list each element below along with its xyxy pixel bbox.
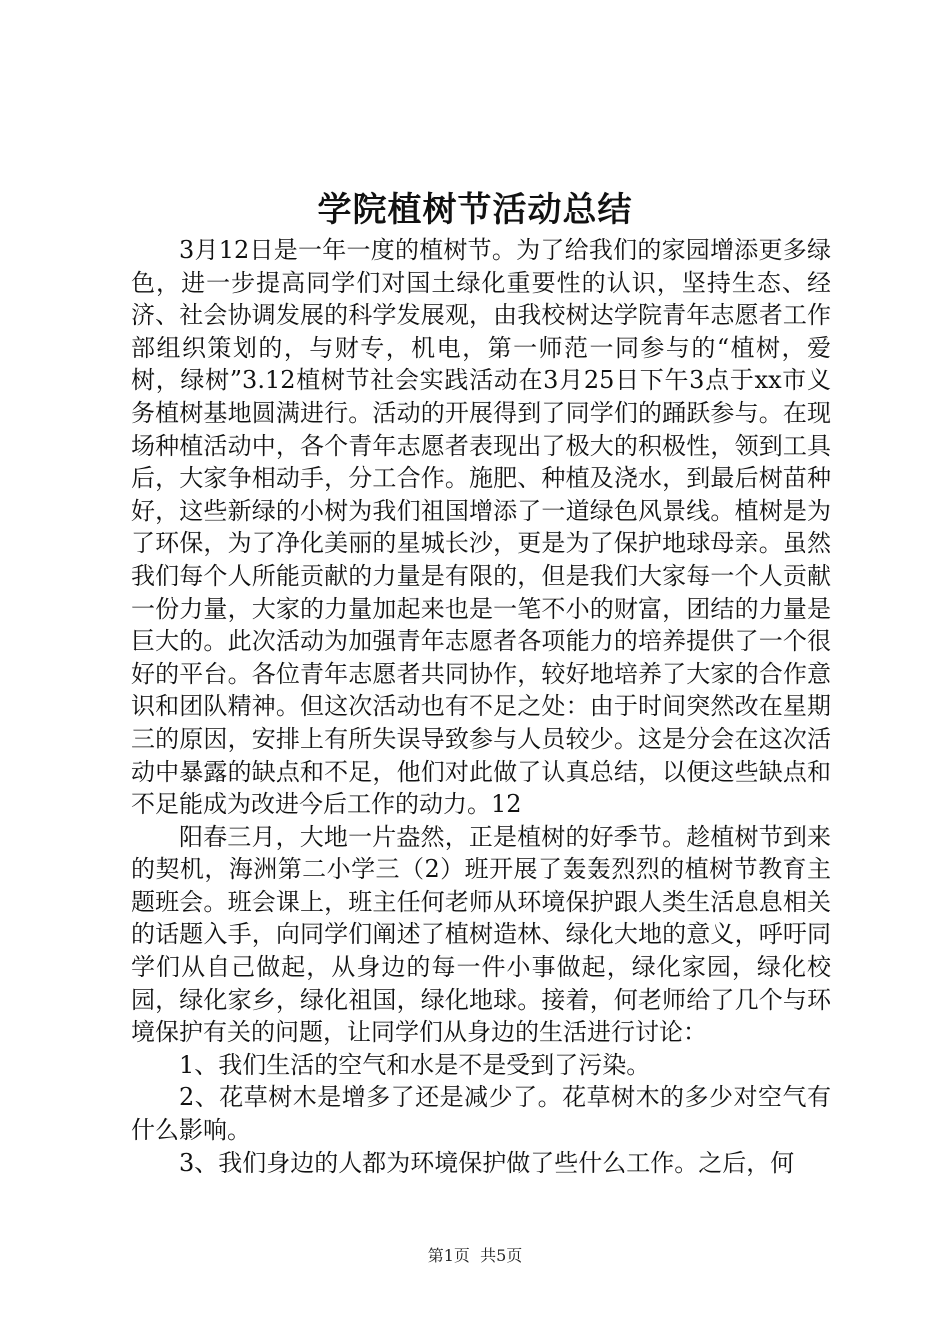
- document-body: [131, 234, 831, 1179]
- page-footer: [0, 1245, 950, 1267]
- paragraph-1: 3月12日是一年一度的植树节。为了给我们的家园增添更多绿色，进一步提高同学们对国土绿化重要性的认识，坚持生态、经济、社会协调发展的科学发展观，由我校树达学院青年志愿者工作部组织策划的，与财专，机电，第一师范一同参与的“植树，爱树，绿树”3.12植树节社会实践活动在3月25日下午3点于xx市义务植树基地圆满进行。活动的开展得到了同学们的踊跃参与。在现场种植活动中，各个青年志愿者表现出了极大的积极性，领到工具后，大家争相动手，分工合作。施肥、种植及浇水，到最后树苗种好，这些新绿的小树为我们祖国增添了一道绿色风景线。植树是为了环保，为了净化美丽的星城长沙，更是为了保护地球母亲。虽然我们每个人所能贡献的力量是有限的，但是我们大家每一个人贡献一份力量，大家的力量加起来也是一笔不小的财富，团结的力量是巨大的。此次活动为加强青年志愿者各项能力的培养提供了一个很好的平台。各位青年志愿者共同协作，较好地培养了大家的合作意识和团队精神。但这次活动也有不足之处：由于时间突然改在星期三的原因，安排上有所失误导致参与人员较少。这是分会在这次活动中暴露的缺点和不足，他们对此做了认真总结，以便这些缺点和不足能成为改进今后工作的动力。12: [131, 236, 831, 819]
- discussion-item-3: 3、我们身边的人都为环境保护做了些什么工作。之后，何: [179, 1148, 795, 1177]
- document-title: 学院植树节活动总结: [317, 190, 633, 230]
- discussion-item-1: 1、我们生活的空气和水是不是受到了污染。: [179, 1050, 651, 1079]
- paragraph-2: 阳春三月，大地一片盎然，正是植树的好季节。趁植树节到来的契机，海洲第二小学三（2）班开展了轰轰烈烈的植树节教育主题班会。班会课上，班主任何老师从环境保护跟人类生活息息相关的话题入手，向同学们阐述了植树造林、绿化大地的意义，呼吁同学们从自己做起，从身边的每一件小事做起，绿化家园，绿化校园，绿化家乡，绿化祖国，绿化地球。接着，何老师给了几个与环境保护有关的问题，让同学们从身边的生活进行讨论：: [131, 822, 831, 1047]
- footer-gap: [470, 1246, 480, 1265]
- discussion-item-2: 2、花草树木是增多了还是减少了。花草树木的多少对空气有什么影响。: [131, 1083, 831, 1145]
- page-number: 第1页: [427, 1246, 470, 1265]
- page-total: 共5页: [480, 1246, 523, 1265]
